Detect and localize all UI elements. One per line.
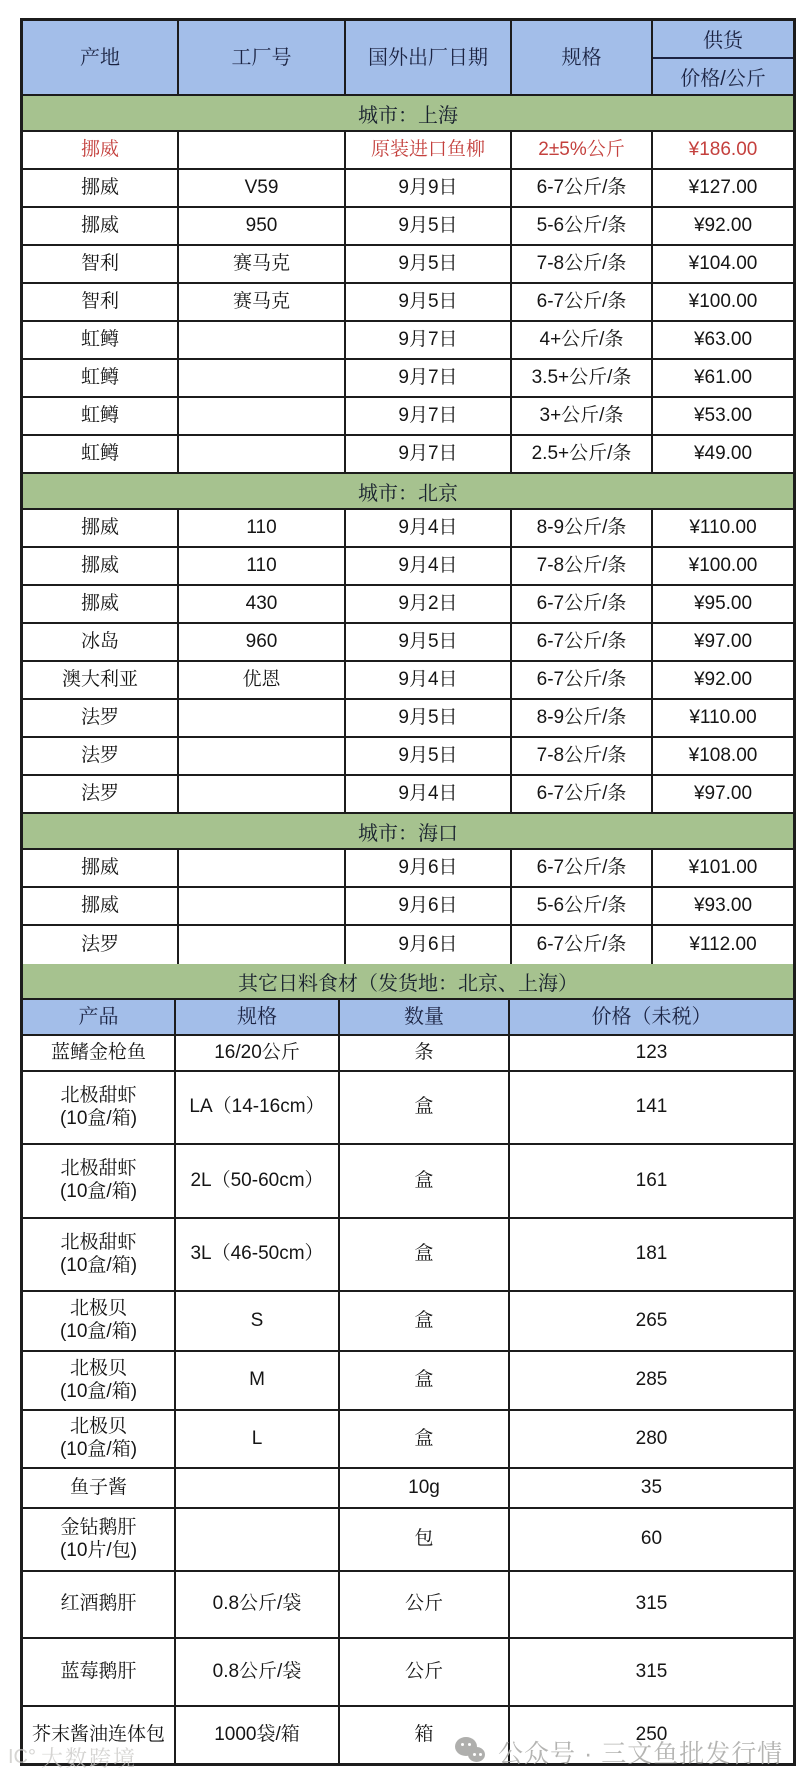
- cell-spec: 6-7公斤/条: [512, 170, 653, 206]
- cell-factory: 赛马克: [179, 284, 346, 320]
- cell-factory: [179, 360, 346, 396]
- cell-date: 9月4日: [346, 548, 512, 584]
- product-name: 蓝鳍金枪鱼: [50, 1041, 146, 1063]
- section-bar-other-ingredients: 其它日料食材（发货地：北京、上海）: [23, 964, 793, 1000]
- header-supply-price: [653, 21, 793, 94]
- cell-price: ¥110.00: [689, 706, 757, 728]
- cell-date: 9月4日: [346, 510, 512, 546]
- product-name: 蓝莓鹅肝: [60, 1660, 137, 1682]
- cell-price: ¥100.00: [688, 290, 758, 312]
- cell-origin: 挪威: [23, 132, 179, 168]
- cell-price: 315: [635, 1593, 668, 1615]
- other-table-row: [23, 1072, 793, 1145]
- cell-spec: 5-6公斤/条: [512, 208, 653, 244]
- cell-spec: [176, 1509, 340, 1570]
- cell-spec: 6-7公斤/条: [512, 662, 653, 698]
- salmon-table-row: [23, 208, 793, 246]
- product-pack: (10盒/箱): [59, 1107, 138, 1129]
- cell-price: 285: [635, 1369, 668, 1391]
- cell-price: ¥93.00: [693, 894, 753, 916]
- cell-date: 9月4日: [346, 662, 512, 698]
- other-table-row: [23, 1145, 793, 1219]
- cell-factory: 110: [179, 548, 346, 584]
- salmon-table-row: [23, 850, 793, 888]
- cell-origin: 挪威: [23, 586, 179, 622]
- cell-price: ¥104.00: [688, 252, 758, 274]
- salmon-table-header: [23, 21, 793, 96]
- cell-price: ¥97.00: [693, 630, 753, 652]
- cell-qty: 盒: [340, 1411, 510, 1467]
- salmon-table-row: [23, 322, 793, 360]
- salmon-table-body: [23, 96, 793, 964]
- header-date: 国外出厂日期: [346, 21, 512, 94]
- header-product: 产品: [23, 1000, 176, 1034]
- product-pack: (10片/包): [59, 1539, 138, 1561]
- cell-origin: 挪威: [23, 888, 179, 924]
- cell-factory: [179, 850, 346, 886]
- cell-date: 9月6日: [346, 888, 512, 924]
- product-pack: (10盒/箱): [59, 1439, 138, 1460]
- salmon-table-row: [23, 170, 793, 208]
- other-table-header: [23, 1000, 793, 1036]
- cell-date: 9月5日: [346, 700, 512, 736]
- cell-origin: 挪威: [23, 510, 179, 546]
- cell-product: [23, 1572, 176, 1637]
- cell-origin: 冰岛: [23, 624, 179, 660]
- cell-factory: 430: [179, 586, 346, 622]
- cell-spec: 16/20公斤: [176, 1036, 340, 1070]
- salmon-table-row: [23, 360, 793, 398]
- product-name: 北极贝: [69, 1357, 127, 1379]
- cell-price: ¥61.00: [693, 366, 753, 388]
- product-name: 北极甜虾: [60, 1084, 137, 1106]
- cell-spec: S: [176, 1292, 340, 1350]
- cell-product: [23, 1707, 176, 1763]
- cell-date: 9月7日: [346, 398, 512, 434]
- cell-spec: 0.8公斤/袋: [176, 1572, 340, 1637]
- cell-factory: [179, 700, 346, 736]
- product-name: 北极贝: [69, 1298, 127, 1320]
- price-sheet: [20, 18, 796, 1766]
- dashu-watermark-logo-icon: IC°: [8, 1746, 36, 1768]
- cell-factory: [179, 888, 346, 924]
- salmon-table-row: [23, 548, 793, 586]
- salmon-table-row: [23, 662, 793, 700]
- cell-origin: 虹鳟: [23, 436, 179, 472]
- cell-spec: 7-8公斤/条: [512, 548, 653, 584]
- cell-spec: L: [176, 1411, 340, 1467]
- section-bar-city: 城市：北京: [23, 474, 793, 510]
- cell-factory: [179, 322, 346, 358]
- header-qty: 数量: [340, 1000, 510, 1034]
- salmon-table: [23, 21, 793, 964]
- cell-price: ¥49.00: [693, 442, 753, 464]
- product-name: 北极甜虾: [60, 1231, 137, 1253]
- cell-spec: 2.5+公斤/条: [512, 436, 653, 472]
- cell-spec: 3L（46-50cm）: [176, 1219, 340, 1290]
- cell-price: 35: [640, 1476, 663, 1498]
- cell-price: 250: [635, 1723, 668, 1745]
- cell-origin: 澳大利亚: [23, 662, 179, 698]
- cell-spec: 6-7公斤/条: [512, 926, 653, 964]
- cell-price: 60: [640, 1528, 663, 1550]
- product-name: 红酒鹅肝: [60, 1593, 137, 1615]
- cell-product: [23, 1639, 176, 1705]
- other-table-row: [23, 1572, 793, 1639]
- cell-spec: 3+公斤/条: [512, 398, 653, 434]
- cell-price: 141: [635, 1096, 668, 1118]
- cell-date: 原装进口鱼柳: [346, 132, 512, 168]
- cell-qty: 公斤: [340, 1572, 510, 1637]
- cell-factory: V59: [179, 170, 346, 206]
- other-table-row: [23, 1411, 793, 1469]
- cell-product: [23, 1469, 176, 1507]
- other-table: [23, 1000, 793, 1763]
- cell-spec: 7-8公斤/条: [512, 738, 653, 774]
- cell-factory: 960: [179, 624, 346, 660]
- cell-origin: 法罗: [23, 776, 179, 812]
- cell-price: ¥108.00: [688, 744, 758, 766]
- cell-factory: [179, 132, 346, 168]
- section-bar-city: 城市：海口: [23, 814, 793, 850]
- cell-factory: 赛马克: [179, 246, 346, 282]
- salmon-table-row: [23, 624, 793, 662]
- cell-spec: 1000袋/箱: [176, 1707, 340, 1763]
- cell-product: [23, 1219, 176, 1290]
- salmon-table-row: [23, 398, 793, 436]
- header-supply-line1: 供货: [653, 21, 793, 59]
- cell-spec: 6-7公斤/条: [512, 586, 653, 622]
- cell-spec: 6-7公斤/条: [512, 850, 653, 886]
- cell-price: ¥110.00: [689, 516, 757, 538]
- cell-spec: [176, 1469, 340, 1507]
- cell-spec: 3.5+公斤/条: [512, 360, 653, 396]
- cell-product: [23, 1036, 176, 1070]
- salmon-table-row: [23, 246, 793, 284]
- cell-origin: 法罗: [23, 926, 179, 964]
- product-name: 芥末酱油连体包: [31, 1723, 165, 1745]
- cell-price: 123: [635, 1041, 668, 1063]
- salmon-table-row: [23, 926, 793, 964]
- cell-origin: 智利: [23, 246, 179, 282]
- salmon-table-row: [23, 700, 793, 738]
- product-pack: (10盒/箱): [59, 1181, 138, 1202]
- product-name: 鱼子酱: [69, 1476, 127, 1498]
- cell-product: [23, 1411, 176, 1467]
- cell-price: 280: [635, 1427, 668, 1449]
- cell-spec: 2L（50-60cm）: [176, 1145, 340, 1217]
- cell-origin: 智利: [23, 284, 179, 320]
- cell-origin: 虹鳟: [23, 360, 179, 396]
- cell-factory: 950: [179, 208, 346, 244]
- cell-price: 161: [635, 1169, 668, 1191]
- cell-date: 9月5日: [346, 284, 512, 320]
- cell-origin: 法罗: [23, 738, 179, 774]
- cell-qty: 盒: [340, 1352, 510, 1409]
- cell-price: 265: [635, 1309, 668, 1331]
- cell-product: [23, 1509, 176, 1570]
- cell-origin: 挪威: [23, 170, 179, 206]
- other-table-row: [23, 1219, 793, 1292]
- cell-date: 9月5日: [346, 208, 512, 244]
- cell-factory: 优恩: [179, 662, 346, 698]
- other-table-body: [23, 1036, 793, 1763]
- cell-origin: 挪威: [23, 548, 179, 584]
- salmon-table-row: [23, 510, 793, 548]
- cell-qty: 盒: [340, 1072, 510, 1143]
- salmon-table-row: [23, 888, 793, 926]
- header-supply-line2: 价格/公斤: [680, 67, 766, 90]
- product-name: 北极贝: [69, 1416, 127, 1438]
- product-name: 金钻鹅肝: [60, 1516, 137, 1538]
- cell-spec: 6-7公斤/条: [512, 776, 653, 812]
- other-table-row: [23, 1707, 793, 1763]
- cell-factory: 110: [179, 510, 346, 546]
- cell-price: ¥95.00: [693, 592, 753, 614]
- salmon-table-row: [23, 586, 793, 624]
- cell-qty: 盒: [340, 1219, 510, 1290]
- cell-origin: 虹鳟: [23, 322, 179, 358]
- wechat-watermark-text: 公众号 · 三文鱼批发行情: [498, 1740, 784, 1768]
- cell-spec: 7-8公斤/条: [512, 246, 653, 282]
- cell-price: ¥186.00: [688, 138, 758, 160]
- product-pack: (10盒/箱): [59, 1380, 138, 1402]
- cell-qty: 包: [340, 1509, 510, 1570]
- cell-date: 9月9日: [346, 170, 512, 206]
- cell-date: 9月6日: [346, 850, 512, 886]
- cell-price: ¥53.00: [693, 404, 753, 426]
- cell-date: 9月4日: [346, 776, 512, 812]
- header-spec: 规格: [512, 21, 653, 94]
- cell-price: ¥63.00: [693, 328, 753, 350]
- cell-date: 9月5日: [346, 738, 512, 774]
- salmon-table-row: [23, 132, 793, 170]
- cell-price: 181: [635, 1243, 668, 1265]
- cell-factory: [179, 738, 346, 774]
- other-table-row: [23, 1469, 793, 1509]
- cell-origin: 挪威: [23, 850, 179, 886]
- salmon-table-row: [23, 776, 793, 814]
- cell-date: 9月5日: [346, 246, 512, 282]
- cell-factory: [179, 436, 346, 472]
- cell-price: ¥101.00: [688, 856, 758, 878]
- cell-origin: 虹鳟: [23, 398, 179, 434]
- cell-qty: 盒: [340, 1145, 510, 1217]
- salmon-table-row: [23, 284, 793, 322]
- salmon-table-row: [23, 738, 793, 776]
- cell-product: [23, 1072, 176, 1143]
- cell-factory: [179, 776, 346, 812]
- cell-spec: 8-9公斤/条: [512, 510, 653, 546]
- header-origin: 产地: [23, 21, 179, 94]
- cell-spec: M: [176, 1352, 340, 1409]
- cell-price: ¥92.00: [693, 668, 753, 690]
- cell-origin: 法罗: [23, 700, 179, 736]
- header-factory: 工厂号: [179, 21, 346, 94]
- cell-price: ¥112.00: [689, 933, 757, 955]
- cell-qty: 箱: [340, 1707, 510, 1763]
- cell-spec: 6-7公斤/条: [512, 284, 653, 320]
- cell-origin: 挪威: [23, 208, 179, 244]
- cell-factory: [179, 926, 346, 964]
- cell-spec: 6-7公斤/条: [512, 624, 653, 660]
- other-table-row: [23, 1292, 793, 1352]
- cell-date: 9月7日: [346, 436, 512, 472]
- cell-qty: 盒: [340, 1292, 510, 1350]
- product-pack: (10盒/箱): [59, 1321, 138, 1342]
- other-table-row: [23, 1036, 793, 1072]
- salmon-table-row: [23, 436, 793, 474]
- cell-product: [23, 1145, 176, 1217]
- cell-factory: [179, 398, 346, 434]
- cell-date: 9月7日: [346, 360, 512, 396]
- cell-product: [23, 1292, 176, 1350]
- cell-spec: 5-6公斤/条: [512, 888, 653, 924]
- cell-date: 9月2日: [346, 586, 512, 622]
- product-pack: (10盒/箱): [59, 1254, 138, 1276]
- cell-spec: 2±5%公斤: [512, 132, 653, 168]
- cell-price: ¥100.00: [688, 554, 758, 576]
- cell-price: 315: [635, 1660, 668, 1682]
- cell-date: 9月5日: [346, 624, 512, 660]
- cell-spec: 4+公斤/条: [512, 322, 653, 358]
- cell-product: [23, 1352, 176, 1409]
- cell-qty: 条: [340, 1036, 510, 1070]
- other-table-row: [23, 1639, 793, 1707]
- other-table-row: [23, 1352, 793, 1411]
- cell-price: ¥97.00: [693, 782, 753, 804]
- other-table-row: [23, 1509, 793, 1572]
- cell-date: 9月6日: [346, 926, 512, 964]
- cell-date: 9月7日: [346, 322, 512, 358]
- header-spec2: 规格: [176, 1000, 340, 1034]
- cell-spec: 8-9公斤/条: [512, 700, 653, 736]
- cell-price: ¥92.00: [693, 214, 753, 236]
- header-price-notax: 价格（未税）: [510, 1000, 793, 1034]
- dashu-watermark-text: 大数跨境: [41, 1746, 138, 1771]
- cell-spec: LA（14-16cm）: [176, 1072, 340, 1143]
- section-bar-city: 城市：上海: [23, 96, 793, 132]
- cell-price: ¥127.00: [688, 176, 758, 198]
- cell-spec: 0.8公斤/袋: [176, 1639, 340, 1705]
- product-name: 北极甜虾: [60, 1158, 137, 1180]
- cell-qty: 10g: [340, 1469, 510, 1507]
- cell-qty: 公斤: [340, 1639, 510, 1705]
